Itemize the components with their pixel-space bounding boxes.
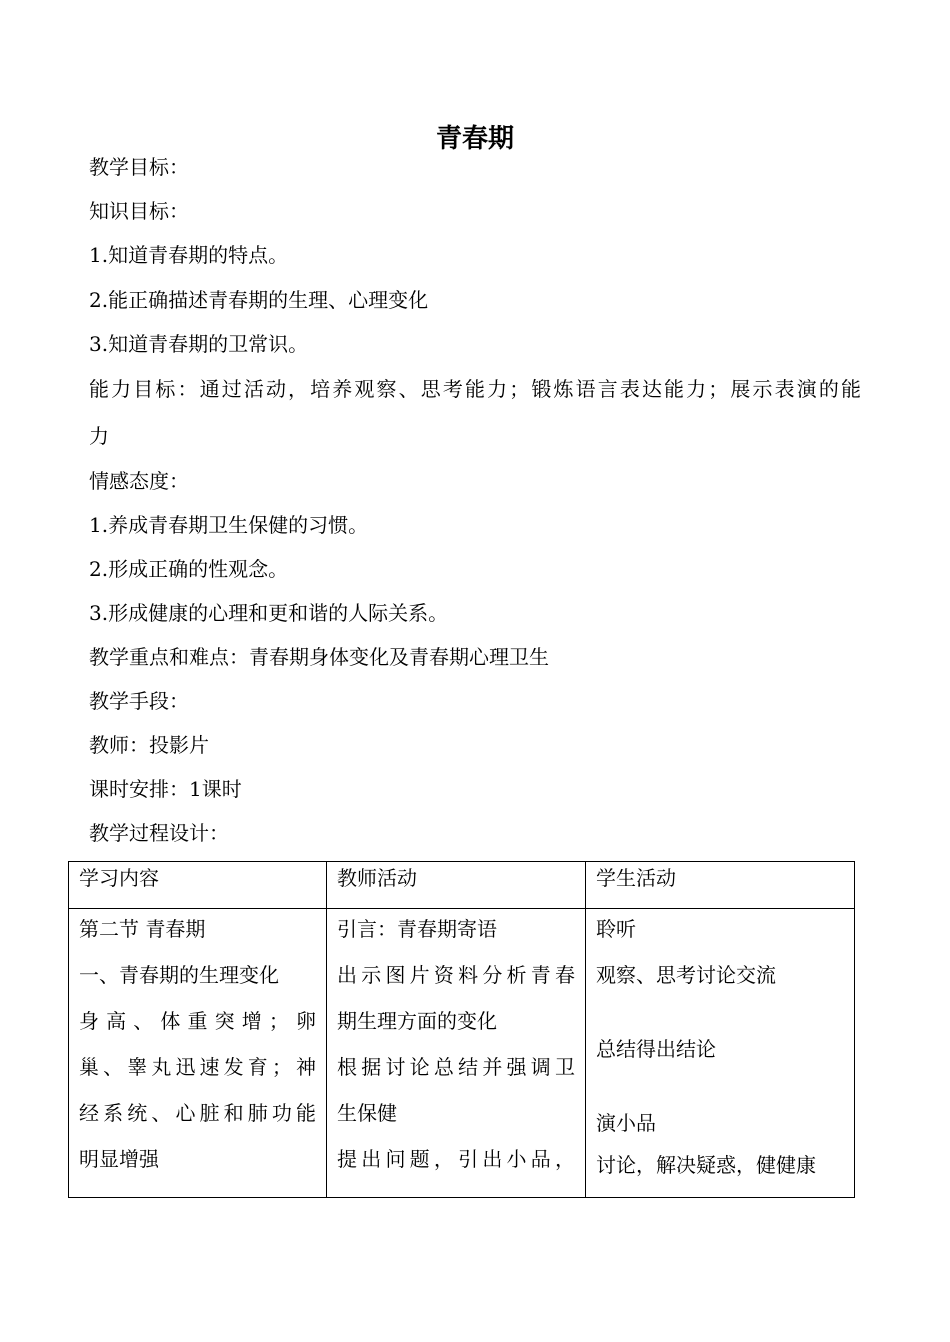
- text-line: 能力目标：通过活动，培养观察、思考能力；锻炼语言表达能力；展示表演的能: [89, 377, 861, 401]
- text-line: 课时安排：1课时: [89, 777, 242, 801]
- student-cell: [586, 909, 855, 1198]
- cell-line: 明显增强: [79, 1147, 159, 1171]
- text-line: 2.能正确描述青春期的生理、心理变化: [89, 288, 429, 312]
- teacher-cell: [327, 909, 586, 1198]
- cell-line: 经系统、心脏和肺功能: [79, 1101, 316, 1125]
- text-line: 力: [89, 424, 109, 448]
- cell-line: 一、青春期的生理变化: [79, 963, 279, 987]
- cell-line: 出示图片资料分析青春: [337, 963, 575, 987]
- text-line: 情感态度：: [89, 469, 189, 493]
- text-line: 教学过程设计：: [89, 821, 229, 845]
- text-line: 教师：投影片: [89, 733, 209, 757]
- cell-line: 演小品: [596, 1111, 656, 1135]
- text-line: 知识目标：: [89, 199, 189, 223]
- cell-line: 巢、睾丸迅速发育；神: [79, 1055, 316, 1079]
- cell-line: 身高、体重突增；卵: [79, 1009, 316, 1033]
- cell-line: 根据讨论总结并强调卫: [337, 1055, 575, 1079]
- text-line: 教学目标：: [89, 155, 189, 179]
- text-line: 教学重点和难点：青春期身体变化及青春期心理卫生: [89, 645, 549, 669]
- cell-line: 期生理方面的变化: [337, 1009, 497, 1033]
- lesson-table: [68, 861, 855, 1198]
- text-line: 教学手段：: [89, 689, 189, 713]
- header-teacher: 教师活动: [327, 862, 586, 909]
- content-cell: [69, 909, 327, 1198]
- text-line: 1.知道青春期的特点。: [89, 243, 289, 267]
- text-line: 1.养成青春期卫生保健的习惯。: [89, 513, 369, 537]
- cell-line: 聆听: [596, 917, 636, 941]
- cell-line: 总结得出结论: [596, 1037, 716, 1061]
- document-title: 青春期: [435, 124, 514, 154]
- text-line: 2.形成正确的性观念。: [89, 557, 289, 581]
- table-header-row: [69, 862, 855, 909]
- cell-line: 提出问题，引出小品，: [337, 1147, 575, 1171]
- cell-line: 引言：青春期寄语: [337, 917, 497, 941]
- cell-line: 第二节 青春期: [79, 917, 206, 941]
- cell-line: 观察、思考讨论交流: [596, 963, 776, 987]
- table-row: [69, 909, 855, 1198]
- text-line: 3.形成健康的心理和更和谐的人际关系。: [89, 601, 449, 625]
- header-student: 学生活动: [586, 862, 855, 909]
- cell-line: 讨论，解决疑惑，健健康: [596, 1153, 816, 1177]
- text-line: 3.知道青春期的卫常识。: [89, 332, 309, 356]
- cell-line: 生保健: [337, 1101, 397, 1125]
- header-content: 学习内容: [69, 862, 327, 909]
